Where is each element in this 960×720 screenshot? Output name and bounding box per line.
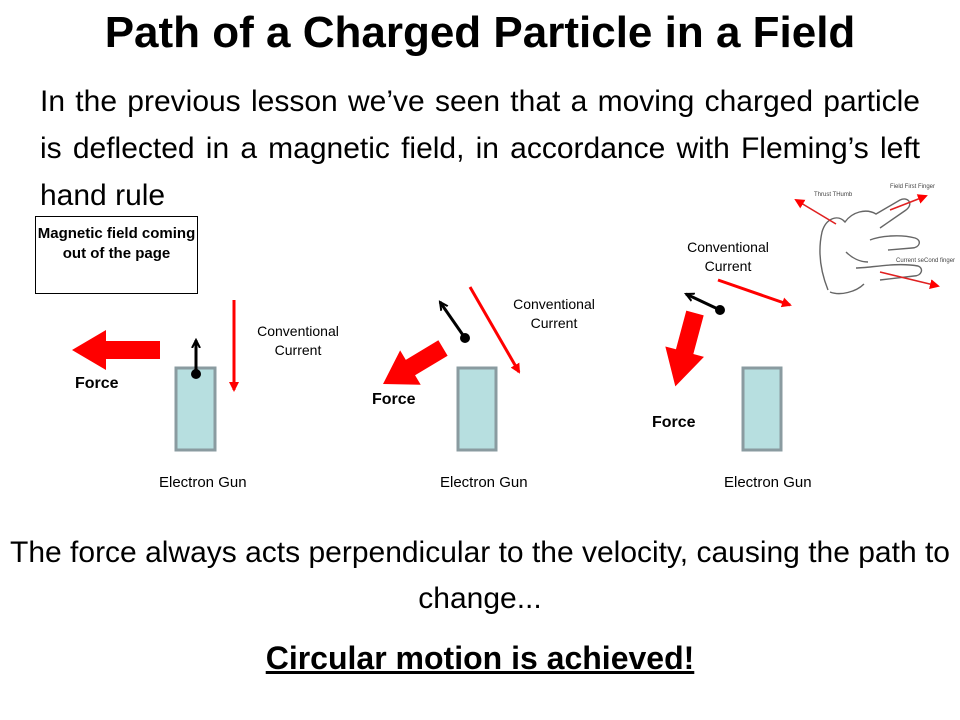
page-title: Path of a Charged Particle in a Field [104,8,856,57]
hand-current-label: Current seCond finger [896,258,956,264]
current-label-2: Conventional Current [513,296,595,331]
hand-thrust-label: Thrust THumb [814,192,853,198]
electron-gun-3 [743,368,781,450]
gun-label-2: Electron Gun [440,474,528,491]
conclusion-text: Circular motion is achieved! [265,640,695,676]
hand-arrows [796,196,938,286]
current-label-3: Conventional Current [687,239,769,274]
electron-gun-1 [176,368,215,450]
summary-text: The force always acts perpendicular to the velocity, causing the path to change... [10,536,950,615]
hand-field-label: Field First Finger [890,184,936,190]
current-arrow-3 [718,280,790,305]
velocity-arrow-2 [440,302,465,338]
left-hand-sketch [820,199,921,294]
force-label-1: Force [75,375,119,392]
force-label-2: Force [372,391,416,408]
gun-label-3: Electron Gun [724,474,812,491]
force-label-3: Force [652,414,696,431]
force-arrow-3 [656,308,714,392]
intro-paragraph: In the previous lesson we’ve seen that a moving charged particle is deflected in a magnetic field, in accordance with Fleming’s left hand rule [40,85,920,212]
electron-gun-2 [458,368,496,450]
particle-2 [460,333,470,343]
magnetic-field-note: Magnetic field coming out of the page [35,216,198,294]
current-label-1: Conventional Current [257,323,339,358]
force-arrow-1 [72,330,160,370]
particle-3 [715,305,725,315]
particle-1 [191,369,201,379]
gun-label-1: Electron Gun [159,474,247,491]
velocity-arrow-3 [686,294,720,310]
